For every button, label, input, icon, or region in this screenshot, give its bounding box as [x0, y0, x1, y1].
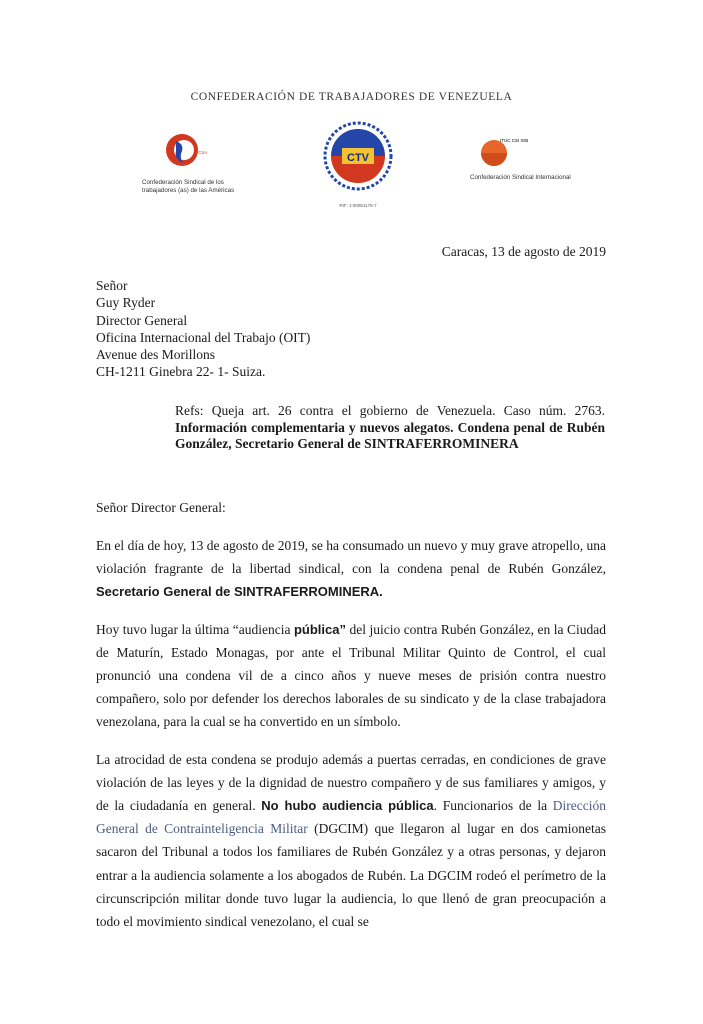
organization-title: CONFEDERACIÓN DE TRABAJADORES DE VENEZUELA	[190, 91, 513, 103]
address-line: Oficina Internacional del Trabajo (OIT)	[96, 329, 311, 345]
address-line: Señor	[96, 278, 128, 293]
csa-mark: CSA	[198, 150, 208, 155]
ctv-seal-caption: RIF: J-00051175-7	[339, 203, 377, 208]
paragraph-text: del juicio contra Rubén González, en la Ciudad de Maturín, Estado Monagas, por ante el Tribunal Militar Quinto de Control, el cual pronunció una condena vil de a cinco años y nueve meses de prisión contra nuestro compañero, solo por defender los derechos laborales de su sindicato y de la clase trabajadora venezolana, para la cual se ha convertido en un símbolo.	[96, 621, 606, 730]
ituc-emblem-icon	[470, 133, 530, 169]
paragraph-text: (DGCIM) que llegaron al lugar en dos camionetas sacaron del Tribunal a todos los familiares de Rubén González y a otras personas, y dejaron entrar a la audiencia solamente a los abogados de Rubén. La DGCIM rodeó el perímetro de la circunscripción militar donde tuvo lugar la audiencia, lo que llenó de gran preocupación a todo el movimiento sindical venezolano, el cual se	[96, 821, 607, 930]
ituc-caption: Confederación Sindical Internacional	[470, 174, 571, 181]
ctv-mark: CTV	[347, 152, 369, 164]
address-line: Director General	[96, 312, 188, 328]
csa-caption-line1: Confederación Sindical de los	[142, 179, 224, 186]
refs-text: Refs: Queja art. 26 contra el gobierno de Venezuela. Caso núm. 2763.	[175, 403, 605, 418]
paragraph-bold: No hubo audiencia pública	[261, 798, 434, 814]
letter-date: Caracas, 13 de agosto de 2019	[441, 244, 606, 259]
refs-bold-text: Información complementaria y nuevos alegatos. Condena penal de Rubén González, Secretario General de SINTRAFERROMINERA	[175, 419, 605, 451]
address-line: CH-1211 Ginebra 22- 1- Suiza.	[96, 364, 266, 380]
paragraph-text: Hoy tuvo lugar la última “audiencia	[96, 621, 294, 637]
reference-block	[175, 403, 605, 453]
paragraph	[96, 618, 606, 734]
paragraph-text: La atrocidad de esta condena se produjo además a puertas cerradas, en condiciones de grave violación de las leyes y de la dignidad de nuestro compañero y de sus familiares y amigos, y de la ciudadanía en general.	[96, 751, 606, 814]
paragraph	[96, 534, 606, 604]
ituc-mark: ITUC CSI IGB	[500, 138, 529, 143]
salutation: Señor Director General:	[96, 500, 226, 515]
ctv-logo	[318, 118, 398, 208]
paragraph-text: . Funcionarios de la	[433, 798, 553, 814]
csa-caption-line2: trabajadores (as) de las Américas	[142, 187, 235, 194]
letter-body	[96, 534, 606, 947]
dgcim-link[interactable]: Dirección General de Contrainteligencia Militar	[96, 798, 606, 837]
csa-logo	[142, 130, 262, 195]
address-line: Avenue des Morillons	[96, 347, 215, 363]
ituc-logo	[470, 133, 590, 182]
paragraph-bold: pública”	[293, 621, 346, 637]
recipient-address	[96, 277, 310, 381]
ctv-seal-icon	[318, 118, 398, 198]
paragraph-text: En el día de hoy, 13 de agosto de 2019, se ha consumado un nuevo y muy grave atropello, una violación fragrante de la libertad sindical, con la condena penal de Rubén González,	[96, 538, 606, 577]
paragraph-bold: Secretario General de SINTRAFERROMINERA.	[96, 584, 383, 600]
csa-emblem-icon	[142, 130, 222, 174]
address-line: Guy Ryder	[96, 295, 156, 311]
paragraph	[96, 748, 606, 934]
